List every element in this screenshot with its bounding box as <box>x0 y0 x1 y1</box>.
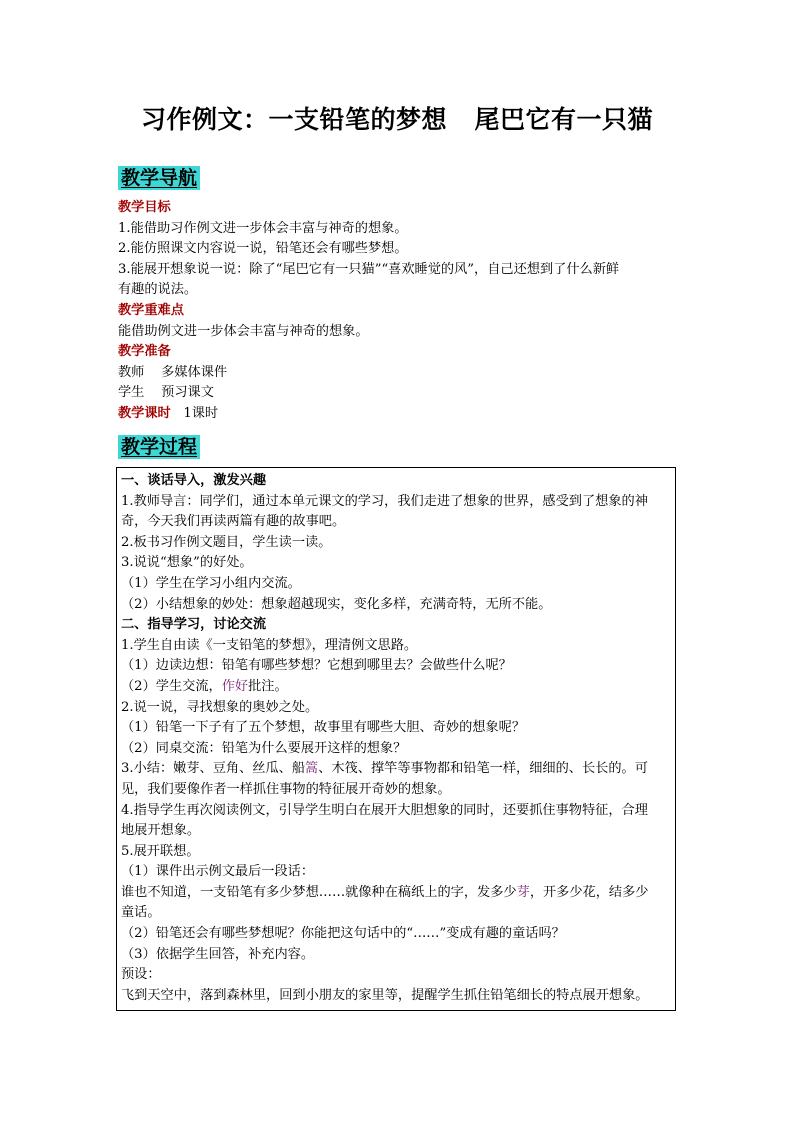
process-line: 2.说一说，寻找想象的奥妙之处。 <box>121 699 319 715</box>
process-line: 童话。 <box>121 905 161 921</box>
process-line: 3.说说“想象”的好处。 <box>121 555 253 571</box>
goal-line: 3.能展开想象说一说：除了“尾巴它有一只猫”“喜欢睡觉的风”，自己还想到了什么新鲜 <box>118 261 620 277</box>
process-line: 5.展开联想。 <box>121 843 200 859</box>
process-line-quote <box>121 883 673 904</box>
text-segment: 、木筏、撑竿等事物都和铅笔一样，细细的、长长的。可 <box>318 761 648 777</box>
process-line: 1.教师导言：同学们，通过本单元课文的学习，我们走进了想象的世界，感受到了想象的神 <box>121 493 648 509</box>
preparation-line: 学生 预习课文 <box>118 385 214 401</box>
page-title: 习作例文：一支铅笔的梦想 尾巴它有一只猫 <box>140 105 654 134</box>
text-segment: ，开多少花，结多少 <box>529 884 649 900</box>
process-line: （3）依据学生回答，补充内容。 <box>121 946 315 962</box>
preparation-label: 教学准备 <box>118 344 171 360</box>
section-two-heading: 二、指导学习，讨论交流 <box>121 617 267 633</box>
process-line-annotation <box>121 677 673 698</box>
process-line: 地展开想象。 <box>121 823 201 839</box>
text-segment: （2）学生交流， <box>121 678 222 694</box>
highlighted-text: 作好 <box>221 678 249 694</box>
process-line: （2）铅笔还会有哪些梦想呢？你能把这句话中的“……”变成有趣的童话吗？ <box>121 926 565 942</box>
text-segment: 3.小结：嫩芽、豆角、丝瓜、船 <box>121 761 306 777</box>
process-line: 奇，今天我们再读两篇有趣的故事吧。 <box>121 514 346 530</box>
section-heading-navigation: 教学导航 <box>118 166 200 190</box>
process-line: （2）同桌交流：铅笔为什么要展开这样的想象？ <box>121 740 407 756</box>
process-line: （1）铅笔一下子有了五个梦想，故事里有哪些大胆、奇妙的想象呢？ <box>121 720 526 736</box>
process-line: 4.指导学生再次阅读例文，引导学生明白在展开大胆想象的同时，还要抓住事物特征，合理 <box>121 802 648 818</box>
process-line-summary <box>121 759 673 780</box>
highlighted-text: 芽 <box>516 884 530 900</box>
process-line: （1）课件出示例文最后一段话： <box>121 864 315 880</box>
preparation-line: 教师 多媒体课件 <box>118 364 228 380</box>
goals-label: 教学目标 <box>118 200 171 215</box>
goal-line: 2.能仿照课文内容说一说，铅笔还会有哪些梦想。 <box>118 241 408 257</box>
process-line: 预设： <box>121 967 161 983</box>
goal-line: 1.能借助习作例文进一步体会丰富与神奇的想象。 <box>118 220 408 236</box>
process-line: 2.板书习作例文题目，学生读一读。 <box>121 534 332 550</box>
class-hours-value: 1课时 <box>183 405 219 421</box>
process-line: （1）学生在学习小组内交流。 <box>121 575 301 591</box>
highlighted-text: 篙 <box>305 761 319 777</box>
key-points-label: 教学重难点 <box>118 302 184 318</box>
process-line: 飞到天空中，落到森林里，回到小朋友的家里等，提醒学生抓住铅笔细长的特点展开想象。 <box>121 987 649 1003</box>
navigation-block <box>118 198 678 425</box>
class-hours-row <box>118 404 678 425</box>
process-line: 见，我们要像作者一样抓住事物的特征展开奇妙的想象。 <box>121 781 451 797</box>
section-heading-process: 教学过程 <box>118 435 200 459</box>
text-segment: 谁也不知道，一支铅笔有多少梦想……就像种在稿纸上的字，发多少 <box>121 884 517 900</box>
text-segment: 批注。 <box>248 678 288 694</box>
process-line: （2）小结想象的妙处：想象超越现实，变化多样，充满奇特，无所不能。 <box>121 596 552 612</box>
goal-line: 有趣的说法。 <box>118 282 198 298</box>
key-points-text: 能借助例文进一步体会丰富与神奇的想象。 <box>118 323 369 339</box>
process-line: 1.学生自由读《一支铅笔的梦想》，理清例文思路。 <box>121 637 418 653</box>
section-one-heading: 一、谈话导入，激发兴趣 <box>121 473 267 488</box>
class-hours-label: 教学课时 <box>118 405 171 421</box>
process-line: （1）边读边想：铅笔有哪些梦想？它想到哪里去？会做些什么呢？ <box>121 658 512 674</box>
process-box <box>116 467 676 1011</box>
